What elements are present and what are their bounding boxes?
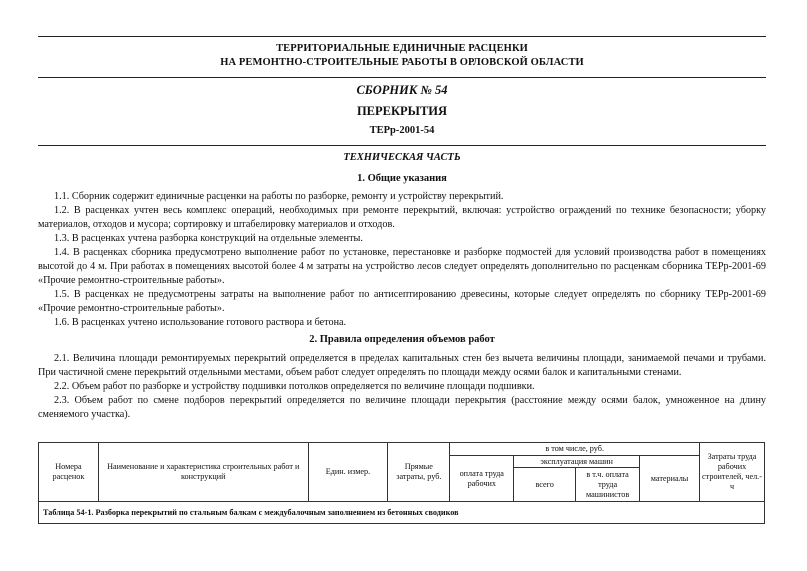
paragraph-1-5: 1.5. В расценках не предусмотрены затраты на выполнение работ по антисептированию древесины, которые следует определять по сборнику ТЕРр-2001-69 «Прочие ремонтно-строительные работы».	[38, 289, 766, 314]
col-header-direct-costs: Прямые затраты, руб.	[388, 443, 450, 502]
paragraph-1-4: 1.4. В расценках сборника предусмотрено выполнение работ по установке, перестановке и разборке подмостей для условий производства работ в помещениях высотой до 4 м. При работах в помещениях высотой более 4 м затраты на устройство лесов следует определять дополнительно по расценкам сборника ТЕРр-2001-69 «Прочие ремонтно-строительные работы».	[38, 247, 766, 286]
rates-table	[38, 442, 765, 524]
header-rule	[38, 77, 766, 78]
org-title-line2: НА РЕМОНТНО-СТРОИТЕЛЬНЫЕ РАБОТЫ В ОРЛОВСКОЙ ОБЛАСТИ	[220, 57, 584, 68]
section1-heading: 1. Общие указания	[357, 173, 447, 184]
col-header-labor: Затраты труда рабочих строителей, чел.-ч	[700, 443, 765, 502]
col-header-number: Номера расценок	[39, 443, 99, 502]
tech-part-heading: ТЕХНИЧЕСКАЯ ЧАСТЬ	[343, 152, 461, 163]
paragraph-1-6: 1.6. В расценках учтено использование готового раствора и бетона.	[54, 317, 347, 328]
col-header-machinist-wages: в т.ч. оплата труда машинистов	[576, 468, 640, 502]
paragraph-1-3: 1.3. В расценках учтена разборка конструкций на отдельные элементы.	[54, 233, 363, 244]
section2-heading: 2. Правила определения объемов работ	[309, 334, 495, 345]
col-header-materials: материалы	[640, 456, 700, 502]
collection-number: СБОРНИК № 54	[356, 83, 448, 97]
code-rule	[38, 145, 766, 146]
collection-title: ПЕРЕКРЫТИЯ	[356, 104, 448, 118]
paragraph-1-1: 1.1. Сборник содержит единичные расценки на работы по разборке, ремонту и устройству перекрытий.	[54, 191, 504, 202]
col-header-name: Наименование и характеристика строительных работ и конструкций	[98, 443, 308, 502]
col-header-machines-total: всего	[514, 468, 576, 502]
paragraph-2-3: 2.3. Объем работ по смене подборов перекрытий определяется по величине площади перекрытия (расстояние между осями балок, умноженное на длину сменяемого участка).	[38, 395, 766, 420]
org-title-line1: ТЕРРИТОРИАЛЬНЫЕ ЕДИНИЧНЫЕ РАСЦЕНКИ	[276, 43, 528, 54]
col-header-including: в том числе, руб.	[450, 443, 700, 456]
section2-body	[38, 352, 766, 422]
section1-body	[38, 190, 766, 330]
collection-code: ТЕРр-2001-54	[369, 125, 435, 136]
top-rule	[38, 36, 766, 37]
col-header-wages: оплата труда рабочих	[450, 456, 514, 502]
paragraph-2-1: 2.1. Величина площади ремонтируемых перекрытий определяется в пределах капитальных стен без вычета величины площади, занимаемой печами и трубами. При частичной смене перекрытий отдельными местами, объем работ следует определять по площади между осями балок и капитальными стенами.	[38, 353, 766, 378]
table-caption: Таблица 54-1. Разборка перекрытий по стальным балкам с междубалочным заполнением из бетонных сводиков	[39, 502, 765, 524]
col-header-machines: эксплуатация машин	[514, 456, 640, 468]
paragraph-2-2: 2.2. Объем работ по разборке и устройству подшивки потолков определяется по величине площади подшивки.	[54, 381, 535, 392]
col-header-unit: Един. измер.	[308, 443, 388, 502]
paragraph-1-2: 1.2. В расценках учтен весь комплекс операций, необходимых при ремонте перекрытий, включая: устройство ограждений по технике безопасности; уборку материалов, отходов и мусора; сортировку и штабелировку материалов и отходов.	[38, 205, 766, 230]
